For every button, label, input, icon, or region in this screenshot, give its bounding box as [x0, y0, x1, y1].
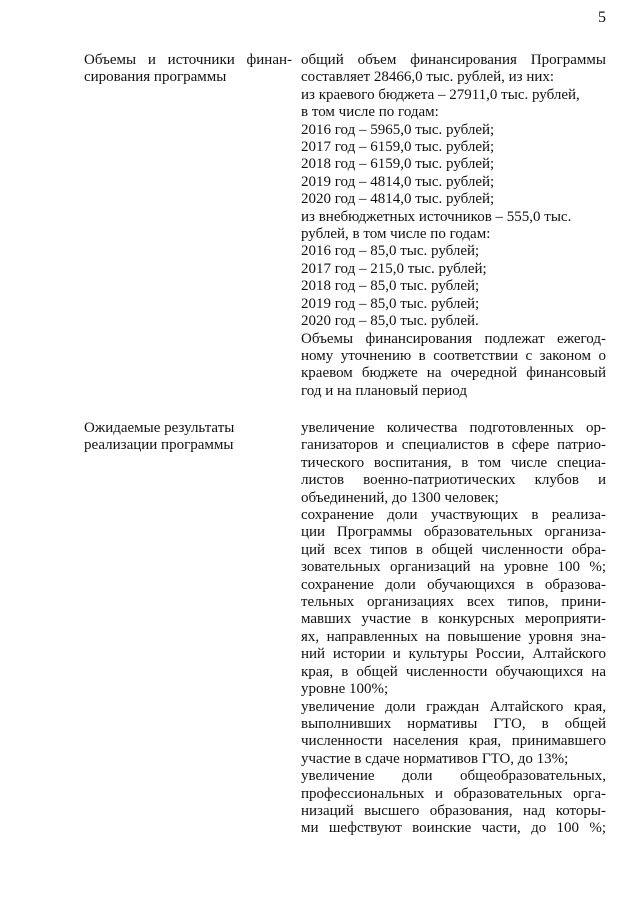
content-line: низаций высшего образования, над которы- [301, 802, 606, 819]
content-line: Объемы финансирования подлежат ежегод- [301, 330, 606, 347]
content-line: листов военно-патриотических клубов и [301, 472, 606, 489]
content-line: ному уточнению в соответствии с законом о [301, 347, 606, 364]
content-line: увеличение количества подготовленных ор- [301, 420, 606, 436]
content-line: в том числе по годам: [301, 104, 439, 121]
content-line: краевом бюджете на очередной финансовый [301, 365, 606, 382]
label-line: Ожидаемые результаты [84, 420, 235, 436]
row-label [84, 420, 292, 455]
content-line: мавших участие в конкурсных мероприяти- [301, 611, 606, 628]
content-line: общий объем финансирования Программы [301, 52, 606, 68]
content-line: ции Программы образовательных организа- [301, 524, 606, 541]
content-line: из краевого бюджета – 27911,0 тыс. рублей, [301, 86, 580, 103]
content-line: ний истории и культуры России, Алтайского [301, 646, 606, 663]
content-line: ций всех типов в общей численности обра- [301, 541, 606, 558]
content-line: 2019 год – 4814,0 тыс. рублей; [301, 173, 495, 190]
content-line: сохранение доли участвующих в реализа- [301, 507, 606, 524]
content-line: численности населения края, принимавшего [301, 733, 606, 750]
content-line: 2017 год – 6159,0 тыс. рублей; [301, 139, 495, 156]
content-line: год и на плановый период [301, 382, 467, 399]
content-line: объединений, до 1300 человек; [301, 489, 499, 506]
content-line: ми шефствуют воинские части, до 100 %; [301, 820, 606, 837]
row-content [301, 420, 606, 838]
content-line: 2020 год – 85,0 тыс. рублей. [301, 313, 479, 330]
page-number: 5 [598, 9, 606, 26]
content-line: 2018 год – 6159,0 тыс. рублей; [301, 156, 495, 173]
content-line: из внебюджетных источников – 555,0 тыс. [301, 208, 572, 225]
content-line: 2016 год – 5965,0 тыс. рублей; [301, 121, 495, 138]
content-line: зовательных организаций на уровне 100 %; [301, 559, 606, 576]
content-line: рублей, в том числе по годам: [301, 226, 491, 243]
content-line: края, в общей численности обучающихся на [301, 663, 606, 680]
content-line: 2019 год – 85,0 тыс. рублей; [301, 295, 480, 312]
content-line: профессиональных и образовательных орга- [301, 785, 606, 802]
label-line: сирования программы [84, 69, 227, 86]
content-line: ях, направленных на повышение уровня зна- [301, 628, 606, 645]
content-line: уровне 100%; [301, 681, 389, 698]
content-line: 2017 год – 215,0 тыс. рублей; [301, 260, 487, 277]
content-line: увеличение доли общеобразовательных, [301, 768, 606, 785]
label-line: Объемы и источники финан- [84, 52, 292, 68]
content-line: 2016 год – 85,0 тыс. рублей; [301, 243, 480, 260]
row-content [301, 52, 606, 400]
row-label [84, 52, 292, 87]
content-line: 2018 год – 85,0 тыс. рублей; [301, 278, 480, 295]
content-line: участие в сдаче нормативов ГТО, до 13%; [301, 750, 569, 767]
label-line: реализации программы [84, 437, 234, 454]
content-line: выполнивших нормативы ГТО, в общей [301, 715, 606, 732]
content-line: тического воспитания, в том числе специа- [301, 454, 606, 471]
content-line: тельных организациях всех типов, прини- [301, 594, 606, 611]
content-line: 2020 год – 4814,0 тыс. рублей; [301, 191, 495, 208]
content-line: сохранение доли обучающихся в образова- [301, 576, 606, 593]
content-line: составляет 28466,0 тыс. рублей, из них: [301, 69, 555, 86]
content-line: ганизаторов и специалистов в сфере патрио- [301, 437, 606, 454]
content-line: увеличение доли граждан Алтайского края, [301, 698, 606, 715]
